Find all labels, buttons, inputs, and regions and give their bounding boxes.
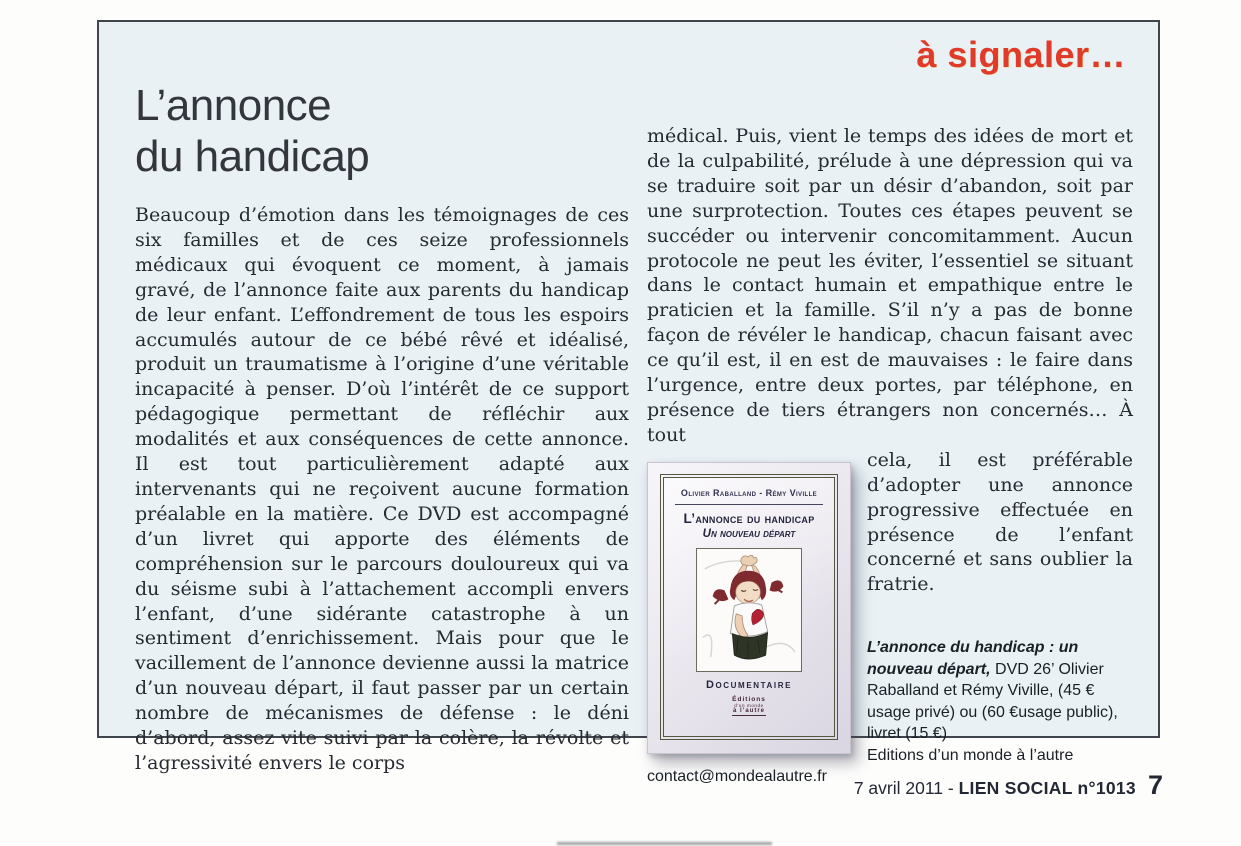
- dvd-cover-illustration: [696, 548, 802, 672]
- page-footer: [854, 770, 1163, 801]
- dvd-cover-frame: [660, 474, 838, 740]
- footer-page-number: 7: [1147, 770, 1163, 800]
- article-body-right-part2: cela, il est préférable d’adopter une annonce progressive effectuée en présence de l’enfant concerné et sans oublier la fratrie.: [867, 448, 1133, 596]
- article-body-left: Beaucoup d’émotion dans les témoignages de ces six familles et de ces seize professionnels médicaux qui évoquent ce moment, à jamais gravé, de l’annonce faite aux parents du handicap de leur enfant. L’effondrement de tous les espoirs accumulés autour de ce bébé rêvé et idéalisé, produit un traumatisme à l’origine d’une véritable incapacité à penser. D’où l’intérêt de ce support pédagogique permettant de réfléchir aux modalités et aux conséquences de cette annonce. Il est tout particulièrement adapté aux intervenants qui ne reçoivent aucune formation préalable en la matière. Ce DVD est accompagné d’un livret qui apporte des éléments de compréhension sur le parcours douloureux qui va du séisme subi à l’attachement accompli envers l’enfant, d’une sidérante catastrophe à un sentiment d’enrichissement. Mais pour que le vacillement de l’annonce devienne aussi la matrice d’un nouveau départ, il faut passer par un certain nombre de mécanismes de défense : le déni d’abord, assez vite suivi par la colère, la révolte et l’agressivité envers le corps: [135, 204, 629, 774]
- dvd-rule: [675, 504, 823, 505]
- dvd-publisher-logo: Éditions d’un monde à l’autre: [732, 695, 766, 714]
- dvd-caption-title: L’annonce du handicap : un nouveau départ,: [867, 639, 1079, 678]
- dvd-title: L’annonce du handicap: [683, 510, 815, 526]
- dvd-cover-case: [647, 462, 851, 754]
- article-title-line1: L’annonce: [135, 81, 332, 130]
- dvd-subtitle: Un nouveau départ: [702, 527, 796, 540]
- dvd-caption-publisher: Editions d’un monde à l’autre: [867, 746, 1074, 764]
- dvd-caption-details: DVD 26’ Olivier Raballand et Rémy Viville, (45 € usage privé) ou (60 €usage public), livret (15 €): [867, 660, 1118, 743]
- article-box: [97, 20, 1160, 786]
- right-column: [647, 124, 1133, 788]
- dvd-authors: Olivier Raballand - Rémy Viville: [680, 487, 818, 498]
- scan-artifact: [557, 842, 772, 845]
- dvd-caption-contact: contact@mondealautre.fr: [647, 768, 827, 786]
- dvd-cover: [647, 462, 851, 754]
- footer-date: 7 avril 2011 -: [853, 778, 959, 798]
- footer-magazine-title: LIEN SOCIAL n°1013: [958, 778, 1136, 798]
- article-title-line2: du handicap: [135, 132, 370, 181]
- dvd-genre: Documentaire: [705, 678, 793, 691]
- left-column: [135, 80, 629, 776]
- article-body-right-part1: médical. Puis, vient le temps des idées de mort et de la culpabilité, prélude à une dépression qui va se traduire soit par un désir d’abandon, soit par une surprotection. Toutes ces étapes peuvent se succéder ou intervenir concomitamment. Aucun protocole ne peut les éviter, l’essentiel se situant dans le contact humain et empathique entre le praticien et la famille. S’il n’y a pas de bonne façon de révéler le handicap, chacun faisant avec ce qu’il est, il en est de mauvaises : le faire dans l’urgence, entre deux portes, par téléphone, en présence de tiers étrangers non concernés… À tout: [647, 125, 1133, 446]
- section-label: à signaler…: [916, 34, 1126, 75]
- article-title: [135, 80, 629, 182]
